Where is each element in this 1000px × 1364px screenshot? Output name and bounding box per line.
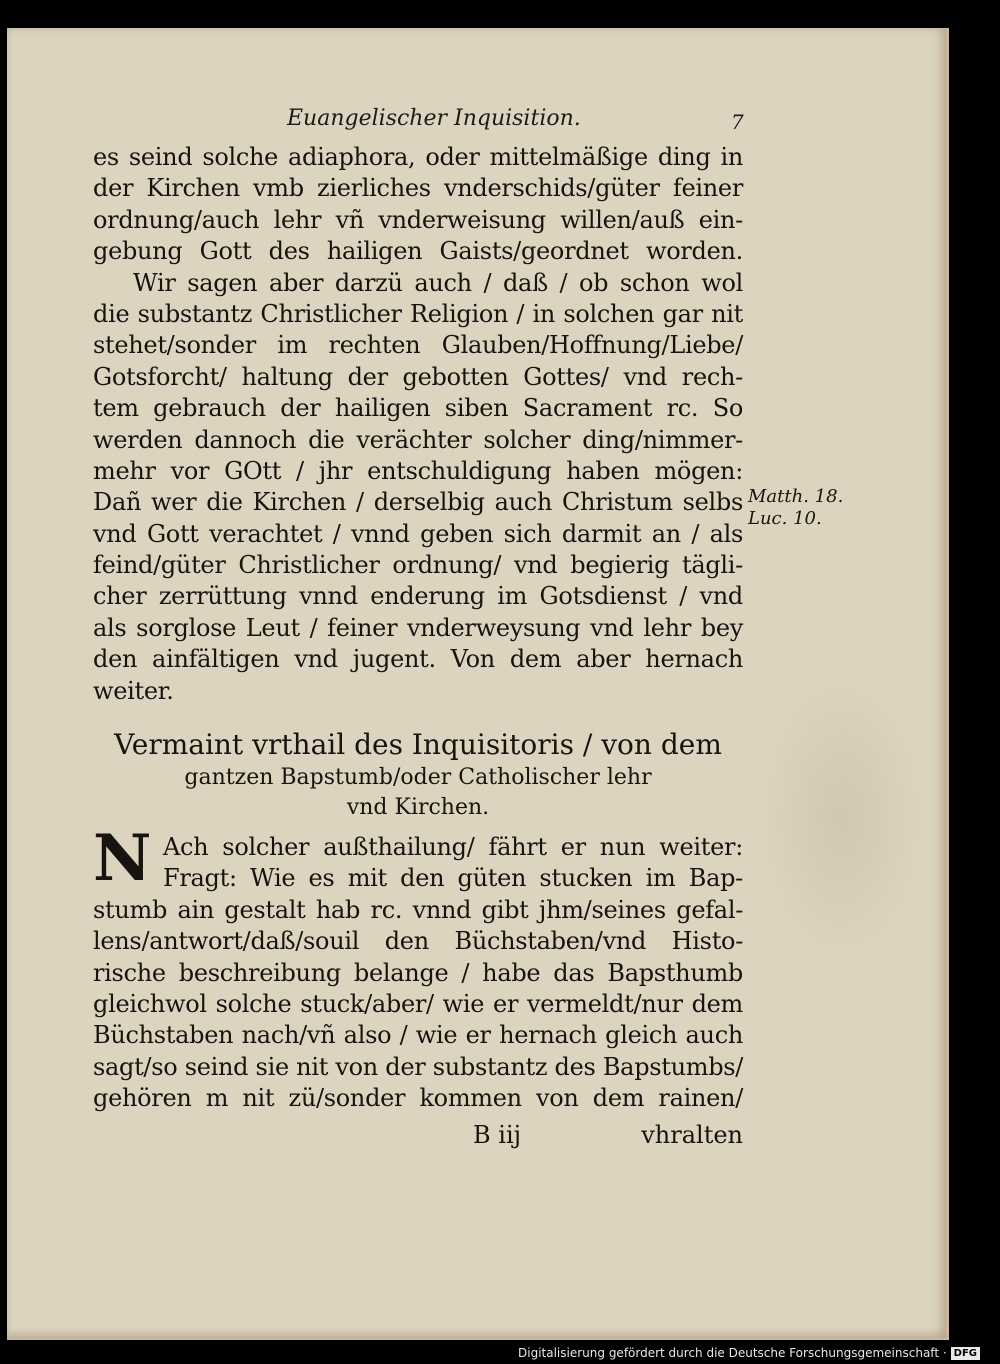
text-line: Fragt: Wie es mit den güten stucken im Bap-	[163, 864, 743, 893]
section-heading	[93, 727, 743, 823]
text-line: Wir sagen aber darzü auch / daß / ob schon wol	[133, 268, 743, 297]
text-line: Gotsforcht/ haltung der gebotten Gottes/ vnd rech-	[93, 362, 743, 391]
text-line: die substantz Christlicher Religion / in solchen gar nit	[93, 299, 743, 328]
marginal-line: Matth. 18.	[748, 486, 844, 507]
paper-stain	[757, 668, 927, 968]
text-line: gehören m nit zü/sonder kommen von dem rainen/	[93, 1084, 743, 1113]
text-line: feind/güter Christlicher ordnung/ vnd begierig tägli-	[93, 551, 743, 580]
text-line: stehet/sonder im rechten Glauben/Hoffnung/Liebe/	[93, 331, 743, 360]
paragraph-1	[93, 142, 743, 707]
dfg-logo-icon: DFG	[951, 1347, 980, 1360]
text-line: cher zerrüttung vnnd enderung im Gotsdienst / vnd	[93, 582, 743, 611]
text-line: Dañ wer die Kirchen / derselbig auch Christum selbs	[93, 488, 743, 517]
catchword: vhralten	[641, 1121, 743, 1149]
text-line: lens/antwort/daß/souil den Büchstaben/vnd Histo-	[93, 927, 743, 956]
text-line: gebung Gott des hailigen Gaists/geordnet worden.	[93, 237, 743, 266]
marginal-line: Luc. 10.	[748, 508, 822, 529]
text-line: mehr vor GOtt / jhr entschuldigung haben mögen:	[93, 456, 743, 485]
signature-mark: B iij	[473, 1121, 522, 1149]
text-line: ordnung/auch lehr vñ vnderweisung willen/auß ein-	[93, 205, 743, 234]
text-line: werden dannoch die verächter solcher ding/nimmer-	[93, 425, 743, 454]
text-line: den ainfältigen vnd jugent. Von dem aber hernach	[93, 645, 743, 674]
text-line: als sorglose Leut / feiner vnderweysung vnd lehr bey	[93, 613, 743, 642]
credit-text: Digitalisierung gefördert durch die Deutsche Forschungsgemeinschaft ·	[518, 1346, 947, 1360]
decorated-initial: N	[93, 821, 152, 896]
page-number: 7	[731, 110, 744, 134]
text-line: Ach solcher außthailung/ fährt er nun weiter:	[163, 833, 743, 861]
running-head: Euangelischer Inquisition.	[287, 106, 581, 131]
heading-line: gantzen Bapstumb/oder Catholischer lehr	[184, 765, 652, 790]
paragraph-2	[93, 821, 744, 1115]
catchline	[93, 1121, 743, 1153]
text-line: tem gebrauch der hailigen siben Sacrament rc. So	[93, 394, 743, 423]
text-line: gleichwol solche stuck/aber/ wie er vermeldt/nur dem	[93, 989, 743, 1018]
marginal-note	[748, 486, 843, 530]
text-line: der Kirchen vmb zierliches vnderschids/güter feiner	[93, 174, 743, 203]
text-line: Büchstaben nach/vñ also / wie er hernach gleich auch	[93, 1021, 743, 1050]
text-line: es seind solche adiaphora, oder mittelmäßige ding in	[93, 143, 743, 171]
text-line: stumb ain gestalt hab rc. vnnd gibt jhm/seines gefal-	[93, 895, 743, 924]
heading-line: Vermaint vrthail des Inquisitoris / von dem	[114, 728, 722, 761]
text-line: rische beschreibung belange / habe das Bapsthumb	[93, 958, 743, 987]
heading-line: vnd Kirchen.	[346, 795, 490, 820]
text-line: sagt/so seind sie nit von der substantz des Bapstumbs/	[93, 1052, 744, 1081]
digitization-credit	[518, 1346, 980, 1360]
text-line: weiter.	[93, 676, 174, 705]
text-line: vnd Gott verachtet / vnnd geben sich darmit an / als	[93, 519, 743, 548]
